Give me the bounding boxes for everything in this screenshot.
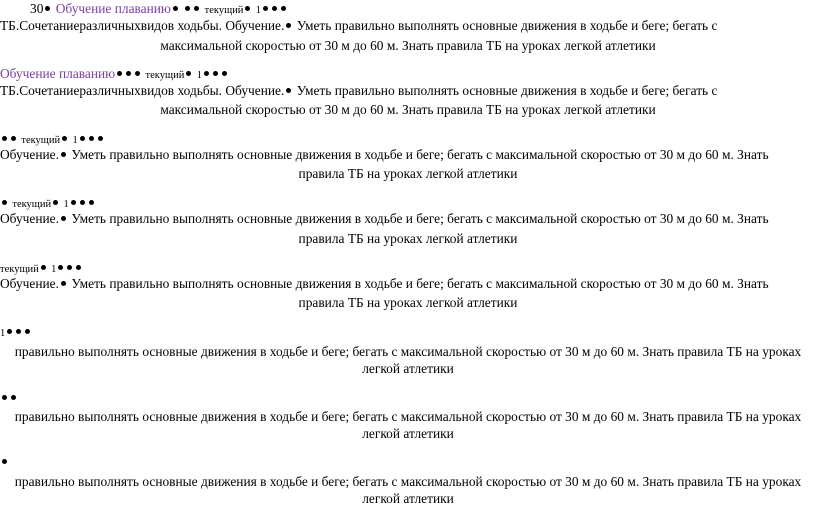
row4-content: [0, 211, 769, 227]
row8-header: [0, 454, 9, 470]
lesson-topic: Обучение.: [0, 147, 59, 162]
row7-requirements: правильно выполнять основные движения в ходьбе и беге; бегать с максимальной скоростью от 30 м до 60 м. Знать правила ТБ на уроках: [14, 409, 802, 424]
bullet-icon: [286, 88, 291, 93]
bullet-icon: [80, 200, 85, 205]
row4-requirements-cont: правила ТБ на уроках легкой атлетики: [298, 231, 518, 246]
bullet-icon: [173, 6, 178, 11]
row5-content: [0, 276, 769, 292]
row6-requirements: правильно выполнять основные движения в ходьбе и беге; бегать с максимальной скоростью от 30 м до 60 м. Знать правила ТБ на уроках: [14, 344, 802, 359]
row8-requirements-cont: легкой атлетики: [362, 491, 454, 506]
bullet-icon: [58, 265, 63, 270]
bullet-icon: [11, 136, 16, 141]
control-type-label: текущий: [12, 199, 52, 210]
row5-requirements-cont: правила ТБ на уроках легкой атлетики: [298, 295, 518, 310]
bullet-icon: [2, 395, 7, 400]
bullet-icon: [194, 6, 199, 11]
control-type-label: текущий: [21, 135, 61, 146]
control-type-label: текущий: [0, 264, 39, 275]
bullet-icon: [213, 71, 218, 76]
hours-value: 1: [0, 328, 6, 339]
hours-value: 1: [63, 199, 69, 210]
bullet-icon: [45, 6, 50, 11]
bullet-icon: [286, 23, 291, 28]
lesson-requirements: Уметь правильно выполнять основные движения в ходьбе и беге; бегать с максимальной скоростью от 30 м до 60 м. Знать: [71, 276, 769, 291]
bullet-icon: [67, 265, 72, 270]
bullet-icon: [76, 265, 81, 270]
row2-requirements-cont: максимальной скоростью от 30 м до 60 м. Знать правила ТБ на уроках легкой атлетики: [160, 102, 656, 117]
bullet-icon: [263, 6, 268, 11]
bullet-icon: [2, 459, 7, 464]
bullet-icon: [62, 136, 67, 141]
row6-header: [0, 324, 32, 342]
bullet-icon: [71, 200, 76, 205]
row1-requirements-cont: максимальной скоростью от 30 м до 60 м. Знать правила ТБ на уроках легкой атлетики: [160, 38, 656, 53]
bullet-icon: [25, 329, 30, 334]
bullet-icon: [245, 6, 250, 11]
bullet-icon: [7, 329, 12, 334]
lesson-requirements: Уметь правильно выполнять основные движения в ходьбе и беге; бегать с максимальной скоростью от 30 м до 60 м. Знать: [71, 147, 769, 162]
bullet-icon: [89, 136, 94, 141]
lesson-topic: ТБ.Сочетаниеразличныхвидов ходьбы. Обучение.: [0, 83, 285, 98]
lesson-topic: ТБ.Сочетаниеразличныхвидов ходьбы. Обучение.: [0, 18, 285, 33]
bullet-icon: [61, 152, 66, 157]
lesson-topic: Обучение.: [0, 211, 59, 226]
row7-requirements-cont: легкой атлетики: [362, 426, 454, 441]
row6-requirements-cont: легкой атлетики: [362, 361, 454, 376]
row3-content: [0, 147, 769, 163]
control-type-label: текущий: [145, 70, 185, 81]
control-type-label: текущий: [204, 5, 244, 16]
bullet-icon: [61, 281, 66, 286]
bullet-icon: [185, 6, 190, 11]
bullet-icon: [98, 136, 103, 141]
hours-value: 1: [51, 264, 57, 275]
row2-header: [0, 66, 229, 84]
row1-content: [0, 18, 717, 34]
bullet-icon: [204, 71, 209, 76]
bullet-icon: [11, 395, 16, 400]
lesson-requirements: Уметь правильно выполнять основные движения в ходьбе и беге; бегать с максимальной скоростью от 30 м до 60 м. Знать: [71, 211, 769, 226]
lesson-title-link[interactable]: Обучение плаванию: [0, 66, 116, 81]
row8-requirements: правильно выполнять основные движения в ходьбе и беге; бегать с максимальной скоростью от 30 м до 60 м. Знать правила ТБ на уроках: [14, 474, 802, 489]
bullet-icon: [80, 136, 85, 141]
lesson-title-link[interactable]: Обучение плаванию: [55, 1, 171, 16]
bullet-icon: [2, 136, 7, 141]
bullet-icon: [2, 200, 7, 205]
bullet-icon: [186, 71, 191, 76]
bullet-icon: [41, 265, 46, 270]
hours-value: 1: [255, 5, 262, 16]
lesson-requirements: Уметь правильно выполнять основные движения в ходьбе и беге; бегать с: [296, 18, 718, 33]
bullet-icon: [126, 71, 131, 76]
bullet-icon: [135, 71, 140, 76]
lesson-number: 30: [30, 1, 44, 16]
bullet-icon: [281, 6, 286, 11]
bullet-icon: [222, 71, 227, 76]
bullet-icon: [61, 216, 66, 221]
bullet-icon: [89, 200, 94, 205]
row1-header: [30, 1, 288, 19]
bullet-icon: [53, 200, 58, 205]
bullet-icon: [272, 6, 277, 11]
bullet-icon: [117, 71, 122, 76]
row7-header: [0, 390, 18, 406]
lesson-requirements: Уметь правильно выполнять основные движения в ходьбе и беге; бегать с: [296, 83, 718, 98]
hours-value: 1: [196, 70, 202, 81]
hours-value: 1: [72, 135, 78, 146]
row3-requirements-cont: правила ТБ на уроках легкой атлетики: [298, 166, 518, 181]
row2-content: [0, 83, 717, 99]
bullet-icon: [16, 329, 21, 334]
lesson-topic: Обучение.: [0, 276, 59, 291]
